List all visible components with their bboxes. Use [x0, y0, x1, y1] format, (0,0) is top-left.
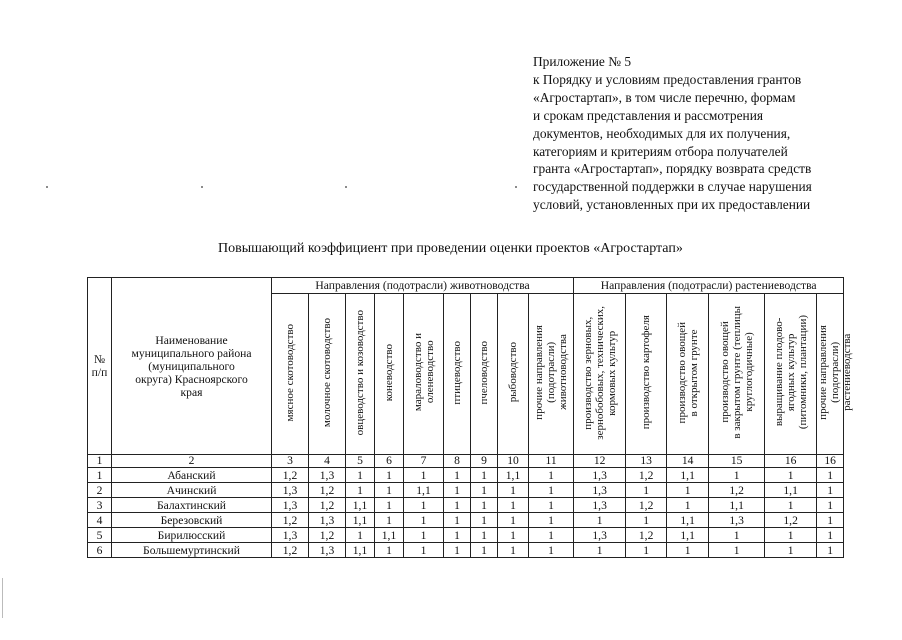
coefficient-cell: 1 [404, 528, 444, 543]
header-livestock-col-text: мараловодство и оленеводство [411, 333, 436, 412]
header-crop-col-text: выращивание плодово- ягодных культур (питомники, плантации) [772, 315, 809, 430]
row-number: 3 [88, 498, 112, 513]
coefficient-cell: 1 [471, 498, 498, 513]
coefficient-cell: 1 [709, 543, 765, 558]
coefficient-cell: 1 [574, 513, 626, 528]
header-crop-col [626, 294, 667, 455]
coefficient-cell: 1,2 [626, 528, 667, 543]
column-number: 3 [272, 455, 309, 468]
column-number: 16 [765, 455, 817, 468]
coefficient-cell: 1 [626, 483, 667, 498]
header-livestock-group: Направления (подотрасли) животноводства [272, 278, 574, 294]
header-district-name-text: Наименование муниципального района (муниципального округа) Красноярского края [131, 333, 252, 399]
coefficient-cell: 1 [626, 543, 667, 558]
coefficient-cell: 1 [444, 483, 471, 498]
header-crop-col-text: производство овощей в закрытом грунте (теплицы круглогодичные) [718, 306, 755, 439]
header-row-number [88, 278, 112, 455]
column-number: 15 [709, 455, 765, 468]
appendix-line: документов, необходимых для их получения, [533, 125, 791, 141]
district-name: Балахтинский [112, 498, 272, 513]
header-livestock-col-text: птицеводство [451, 340, 463, 405]
coefficient-cell: 1 [471, 483, 498, 498]
coefficient-cell: 1,2 [309, 528, 346, 543]
header-livestock-col-text: прочие направления (подотрасли) животноводства [533, 325, 570, 420]
coefficient-cell: 1,1 [346, 513, 375, 528]
header-livestock-col-text: мясное скотоводство [284, 323, 296, 422]
header-crop-col [765, 294, 817, 455]
coefficient-cell: 1 [709, 468, 765, 483]
appendix-line: к Порядку и условиям предоставления грантов [533, 71, 802, 87]
column-number: 1 [88, 455, 112, 468]
coefficient-cell: 1,3 [709, 513, 765, 528]
column-number: 4 [309, 455, 346, 468]
row-number: 1 [88, 468, 112, 483]
coefficient-cell: 1,1 [498, 468, 529, 483]
coefficient-cell: 1,3 [574, 483, 626, 498]
appendix-line: и срокам представления и рассмотрения [533, 107, 764, 123]
coefficient-cell: 1 [444, 498, 471, 513]
coefficient-cell: 1 [765, 543, 817, 558]
coefficient-cell: 1 [346, 483, 375, 498]
column-number: 12 [574, 455, 626, 468]
coefficient-cell: 1,2 [626, 468, 667, 483]
table-row [88, 483, 844, 498]
header-livestock-col [404, 294, 444, 455]
header-livestock-col-text: рыбоводство [507, 342, 519, 403]
header-livestock-col [375, 294, 404, 455]
coefficient-cell: 1,2 [272, 543, 309, 558]
coefficient-cell: 1 [529, 513, 574, 528]
header-row-number-text: № п/п [91, 353, 108, 379]
coefficient-cell: 1 [444, 543, 471, 558]
coefficient-cell: 1,2 [309, 483, 346, 498]
district-name: Большемуртинский [112, 543, 272, 558]
coefficient-cell: 1,1 [404, 483, 444, 498]
header-crop-col [574, 294, 626, 455]
column-number: 11 [529, 455, 574, 468]
coefficient-cell: 1,1 [667, 513, 709, 528]
coefficient-cell: 1 [471, 468, 498, 483]
column-number: 9 [471, 455, 498, 468]
coefficient-cell: 1,2 [272, 468, 309, 483]
coefficient-cell: 1,3 [574, 498, 626, 513]
coefficient-cell: 1 [817, 543, 844, 558]
appendix-line: «Агростартап», в том числе перечню, формам [533, 89, 796, 105]
coefficient-cell: 1 [529, 468, 574, 483]
header-crop-col-text: прочие направления (подотрасли) растениеводства [817, 325, 854, 420]
coefficient-cell: 1,3 [574, 528, 626, 543]
header-livestock-col-text: молочное скотоводство [321, 317, 333, 428]
coefficient-cell: 1,1 [709, 498, 765, 513]
header-livestock-col [346, 294, 375, 455]
coefficient-cell: 1 [529, 483, 574, 498]
appendix-line: категориям и критериям отбора получателей [533, 143, 788, 159]
appendix-line: условий, установленных при их предоставлении [533, 197, 811, 213]
district-name: Абанский [112, 468, 272, 483]
coefficient-cell: 1,2 [309, 498, 346, 513]
coefficient-cell: 1 [444, 468, 471, 483]
coefficient-cell: 1 [346, 468, 375, 483]
header-crop-col [817, 294, 854, 455]
coefficient-cell: 1,2 [626, 498, 667, 513]
header-district-name [112, 278, 272, 455]
header-crop-col [709, 294, 765, 455]
column-number: 13 [626, 455, 667, 468]
coefficient-cell: 1 [817, 528, 844, 543]
coefficient-cell: 1 [498, 528, 529, 543]
header-crop-col-text: производство овощей в открытом грунте [675, 321, 700, 424]
appendix-line: Приложение № 5 [533, 54, 632, 69]
header-crop-group: Направления (подотрасли) растениеводства [574, 278, 844, 294]
coefficient-cell: 1 [444, 513, 471, 528]
coefficient-cell: 1 [498, 543, 529, 558]
coefficient-cell: 1,1 [346, 498, 375, 513]
table-body [88, 455, 844, 558]
coefficient-cell: 1,3 [272, 498, 309, 513]
row-number: 2 [88, 483, 112, 498]
header-livestock-col [529, 294, 574, 455]
coefficient-cell: 1 [375, 483, 404, 498]
coefficient-cell: 1,2 [709, 483, 765, 498]
header-livestock-col-text: пчеловодство [478, 340, 490, 405]
column-number: 8 [444, 455, 471, 468]
appendix-line: государственной поддержки в случае нарушения [533, 179, 812, 195]
coefficient-cell: 1,1 [667, 468, 709, 483]
coefficient-cell: 1 [765, 528, 817, 543]
coefficient-cell: 1 [765, 498, 817, 513]
district-name: Ачинский [112, 483, 272, 498]
coefficient-table [87, 277, 854, 558]
coefficient-cell: 1 [529, 498, 574, 513]
coefficient-cell: 1,3 [272, 528, 309, 543]
table-row [88, 513, 844, 528]
district-name: Бирилюсский [112, 528, 272, 543]
coefficient-cell: 1,3 [309, 543, 346, 558]
coefficient-cell: 1 [574, 543, 626, 558]
column-number: 7 [404, 455, 444, 468]
column-number: 16 [817, 455, 844, 468]
table-row [88, 498, 844, 513]
document-title: Повышающий коэффициент при проведении оценки проектов «Агростартап» [218, 241, 683, 256]
column-number: 10 [498, 455, 529, 468]
coefficient-cell: 1 [667, 483, 709, 498]
coefficient-cell: 1,2 [272, 513, 309, 528]
coefficient-cell: 1 [471, 528, 498, 543]
column-number: 5 [346, 455, 375, 468]
table-row [88, 543, 844, 558]
coefficient-cell: 1 [444, 528, 471, 543]
coefficient-cell: 1 [498, 498, 529, 513]
coefficient-cell: 1 [667, 543, 709, 558]
coefficient-cell: 1 [404, 468, 444, 483]
column-number: 2 [112, 455, 272, 468]
table-row [88, 528, 844, 543]
header-crop-col-text: производство зерновых, зернобобовых, технических, кормовых культур [581, 305, 618, 440]
header-livestock-col-text: овцеводство и козоводство [354, 309, 366, 436]
coefficient-cell: 1 [498, 483, 529, 498]
row-number: 5 [88, 528, 112, 543]
column-number: 6 [375, 455, 404, 468]
coefficient-cell: 1,3 [574, 468, 626, 483]
coefficient-cell: 1 [817, 513, 844, 528]
district-name: Березовский [112, 513, 272, 528]
coefficient-cell: 1 [817, 483, 844, 498]
appendix-line: гранта «Агростартап», порядку возврата средств [533, 161, 812, 177]
coefficient-cell: 1 [375, 498, 404, 513]
coefficient-cell: 1 [667, 498, 709, 513]
header-livestock-col [444, 294, 471, 455]
coefficient-cell: 1,2 [765, 513, 817, 528]
coefficient-cell: 1 [626, 513, 667, 528]
column-number: 14 [667, 455, 709, 468]
coefficient-cell: 1 [471, 543, 498, 558]
coefficient-cell: 1,1 [765, 483, 817, 498]
coefficient-cell: 1,3 [309, 468, 346, 483]
coefficient-cell: 1,1 [667, 528, 709, 543]
coefficient-cell: 1 [375, 513, 404, 528]
header-livestock-col [498, 294, 529, 455]
scan-edge-mark [2, 578, 3, 618]
column-number-row [88, 455, 844, 468]
coefficient-cell: 1 [709, 528, 765, 543]
coefficient-cell: 1,3 [309, 513, 346, 528]
header-livestock-col-text: коневодство [383, 343, 395, 402]
coefficient-cell: 1,1 [346, 543, 375, 558]
appendix-note [533, 53, 873, 214]
header-crop-col-text: производство картофеля [640, 315, 653, 430]
coefficient-cell: 1 [404, 498, 444, 513]
coefficient-cell: 1,1 [375, 528, 404, 543]
coefficient-cell: 1 [529, 528, 574, 543]
row-number: 4 [88, 513, 112, 528]
coefficient-cell: 1 [765, 468, 817, 483]
coefficient-cell: 1,3 [272, 483, 309, 498]
coefficient-cell: 1 [346, 528, 375, 543]
coefficient-cell: 1 [375, 543, 404, 558]
coefficient-cell: 1 [404, 513, 444, 528]
coefficient-cell: 1 [375, 468, 404, 483]
coefficient-cell: 1 [817, 468, 844, 483]
header-livestock-col [471, 294, 498, 455]
coefficient-cell: 1 [529, 543, 574, 558]
coefficient-cell: 1 [817, 498, 844, 513]
coefficient-cell: 1 [471, 513, 498, 528]
header-crop-col [667, 294, 709, 455]
header-livestock-col [272, 294, 309, 455]
coefficient-cell: 1 [498, 513, 529, 528]
coefficient-cell: 1 [404, 543, 444, 558]
table-row [88, 468, 844, 483]
header-livestock-col [309, 294, 346, 455]
row-number: 6 [88, 543, 112, 558]
